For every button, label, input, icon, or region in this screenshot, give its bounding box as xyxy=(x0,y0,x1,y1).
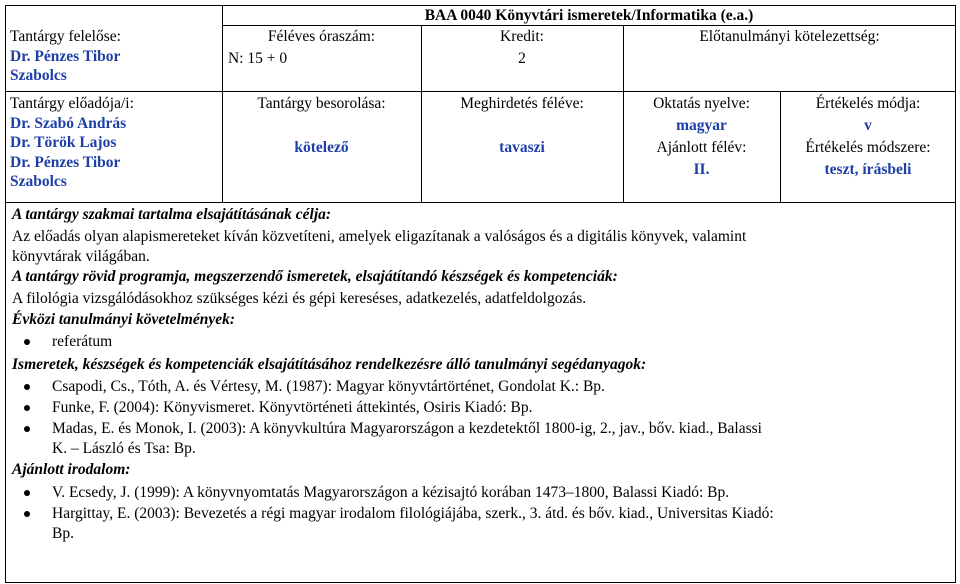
divider-body xyxy=(5,202,956,203)
language-value: magyar xyxy=(676,117,727,134)
reading-text: Hargittay, E. (2003): Bevezetés a régi magyar irodalom filológiájába, szerk., 3. átd. és bőv. kiad., Universitas Kiadó: xyxy=(52,505,774,522)
eval-mode-value: v xyxy=(864,117,872,134)
goal-text-line: Az előadás olyan alapismereteket kíván közvetíteni, amelyek eligazítanak a valóságos és a digitális könyvek, valamint xyxy=(12,228,747,245)
requirement-text: referátum xyxy=(52,333,113,350)
responsible-cell xyxy=(10,27,220,86)
goal-heading: A tantárgy szakmai tartalma elsajátításának célja: xyxy=(12,206,332,223)
semester-label: Meghirdetés féléve: xyxy=(460,95,584,112)
border-bottom xyxy=(5,582,956,583)
lecturer-cell xyxy=(10,94,220,192)
requirements-list xyxy=(12,332,948,355)
lecturer-name: Dr. Szabó András xyxy=(10,114,127,132)
lecturer-name: Szabolcs xyxy=(10,173,67,190)
credit-label: Kredit: xyxy=(500,28,544,45)
eval-mode-label: Értékelés módja: xyxy=(815,95,921,112)
responsible-name-2: Szabolcs xyxy=(10,67,67,84)
language-label: Oktatás nyelve: xyxy=(653,95,750,112)
materials-list xyxy=(12,377,948,460)
bullet-icon xyxy=(24,339,30,345)
divider-row2 xyxy=(5,91,956,92)
responsible-name: Dr. Pénzes Tibor xyxy=(10,47,121,65)
list-item xyxy=(12,398,948,419)
semester-value: tavaszi xyxy=(499,139,545,156)
program-heading: A tantárgy rövid programja, megszerzendő ismeretek, elsajátítandó készségek és kompetenciák: xyxy=(12,268,618,285)
list-item xyxy=(12,332,948,355)
lecturer-name: Dr. Török Lajos xyxy=(10,134,117,151)
credit-value: 2 xyxy=(518,50,526,67)
requirements-heading: Évközi tanulmányi követelmények: xyxy=(12,311,236,328)
list-item-continuation xyxy=(12,524,948,544)
course-title: BAA 0040 Könyvtári ismeretek/Informatika (e.a.) xyxy=(424,7,754,24)
reading-text: V. Ecsedy, J. (1999): A könyvnyomtatás Magyarországon a kézisajtó korában 1473–1800, Balassi Kiadó: Bp. xyxy=(52,484,730,501)
bullet-icon xyxy=(24,511,30,517)
lecturer-label: Tantárgy előadója/i: xyxy=(10,95,134,112)
list-item xyxy=(12,483,948,504)
lecturer-name: Dr. Pénzes Tibor xyxy=(10,153,121,171)
recommended-label: Ajánlott félév: xyxy=(656,139,747,156)
eval-method-label: Értékelés módszere: xyxy=(805,139,931,156)
material-text: Funke, F. (2004): Könyvismeret. Könyvtörténeti áttekintés, Osiris Kiadó: Bp. xyxy=(52,399,533,416)
reading-text: Bp. xyxy=(52,525,74,542)
bullet-icon xyxy=(24,426,30,432)
list-item xyxy=(12,419,948,439)
bullet-icon xyxy=(24,405,30,411)
eval-method-value: teszt, írásbeli xyxy=(824,161,912,178)
materials-heading: Ismeretek, készségek és kompetenciák elsajátításához rendelkezésre álló tanulmányi segédanyagok: xyxy=(12,356,647,373)
bullet-icon xyxy=(24,384,30,390)
classification-value: kötelező xyxy=(294,139,349,156)
responsible-label: Tantárgy felelőse: xyxy=(10,28,121,45)
reading-list xyxy=(12,483,948,544)
material-text: Madas, E. és Monok, I. (2003): A könyvkultúra Magyarországon a kezdetektől 1800-ig, 2., jav., bőv. kiad., Balassi xyxy=(52,420,762,437)
recommended-value: II. xyxy=(693,161,710,178)
reading-heading: Ajánlott irodalom: xyxy=(12,461,131,478)
list-item-continuation xyxy=(12,439,948,460)
goal-text-line: könyvtárak világában. xyxy=(12,248,150,265)
prereq-label: Előtanulmányi kötelezettség: xyxy=(699,28,880,45)
bullet-icon xyxy=(24,490,30,496)
hours-value: N: 15 + 0 xyxy=(228,50,288,67)
list-item xyxy=(12,504,948,524)
classification-label: Tantárgy besorolása: xyxy=(257,95,386,112)
material-text: Csapodi, Cs., Tóth, A. és Vértesy, M. (1987): Magyar könyvtártörténet, Gondolat K.: Bp. xyxy=(52,378,605,395)
material-text: K. – László és Tsa: Bp. xyxy=(52,440,196,457)
body-section xyxy=(12,205,948,544)
list-item xyxy=(12,377,948,398)
hours-label: Féléves óraszám: xyxy=(267,28,376,45)
program-text: A filológia vizsgálódásokhoz szükséges kézi és gépi kereséses, adatkezelés, adatfeldolgozás. xyxy=(12,290,587,307)
